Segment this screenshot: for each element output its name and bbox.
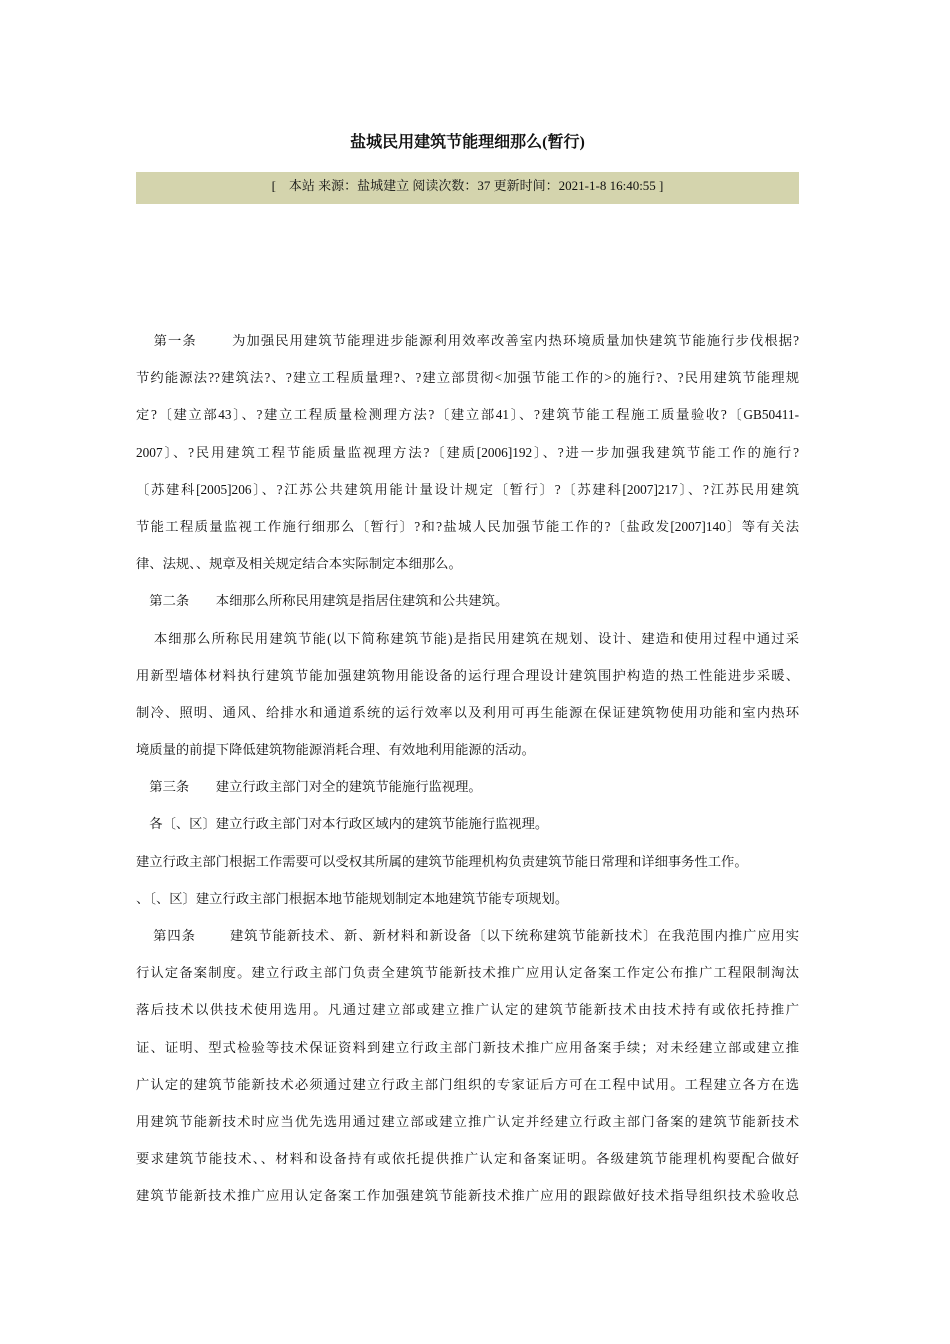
text-line: 定?〔建立部43〕、?建立工程质量检测理方法?〔建立部41〕、?建筑节能工程施工质量验收?〔GB50411-	[136, 407, 799, 423]
text-line: 制冷、照明、通风、给排水和通道系统的运行效率以及利用可再生能源在保证建筑物使用功能和室内热环	[136, 704, 799, 720]
text-line: 第一条 为加强民用建筑节能理进步能源利用效率改善室内热环境质量加快建筑节能施行步伐根据?	[136, 333, 799, 348]
text-line: 建筑节能新技术推广应用认定备案工作加强建筑节能新技术推广应用的跟踪做好技术指导组织技术验收总	[136, 1188, 799, 1204]
text-line: 律、法规、、规章及相关规定结合本实际制定本细那么。	[136, 556, 462, 572]
text-line: 2007〕、?民用建筑工程节能质量监视理方法?〔建质[2006]192〕、?进一步加强我建筑节能工作的施行?	[136, 444, 799, 460]
text-line: 第三条 建立行政主部门对全的建筑节能施行监视理。	[136, 779, 482, 795]
text-line: 用新型墙体材料执行建筑节能加强建筑物用能设备的运行理合理设计建筑围护构造的热工性能进步采暖、	[136, 667, 799, 683]
article-body	[136, 322, 799, 1215]
text-line: 节约能源法??建筑法?、?建立工程质量理?、?建立部贯彻<加强节能工作的>的施行?、?民用建筑节能理规	[136, 370, 799, 386]
text-line: 广认定的建筑节能新技术必须通过建立行政主部门组织的专家证后方可在工程中试用。工程建立各方在选	[136, 1076, 799, 1092]
text-line: 本细那么所称民用建筑节能(以下简称建筑节能)是指民用建筑在规划、设计、建造和使用过程中通过采	[136, 630, 799, 646]
text-line: 各〔、区〕建立行政主部门对本行政区域内的建筑节能施行监视理。	[136, 816, 549, 832]
text-line: 境质量的前提下降低建筑物能源消耗合理、有效地利用能源的活动。	[136, 742, 535, 758]
text-line: 行认定备案制度。建立行政主部门负责全建筑节能新技术推广应用认定备案工作定公布推广工程限制淘汰	[136, 965, 799, 981]
text-line: 建立行政主部门根据工作需要可以受权其所属的建筑节能理机构负责建筑节能日常理和详细事务性工作。	[136, 853, 748, 869]
text-line: 证、证明、型式检验等技术保证资料到建立行政主部门新技术推广应用备案手续；对未经建立部或建立推	[136, 1039, 799, 1055]
text-line: 第二条 本细那么所称民用建筑是指居住建筑和公共建筑。	[136, 593, 509, 609]
text-line: 用建筑节能新技术时应当优先选用通过建立部或建立推广认定并经建立行政主部门备案的建筑节能新技术	[136, 1113, 799, 1129]
page-title: 盐城民用建筑节能理细那么(暂行)	[350, 134, 585, 151]
article-meta-bar: [ 本站 来源：盐城建立 阅读次数：37 更新时间：2021-1-8 16:40:55 ]	[136, 172, 799, 204]
text-line: 第四条 建筑节能新技术、新、新材料和新设备〔以下统称建筑节能新技术〕在我范围内推广应用实	[136, 928, 799, 943]
text-line: 、〔、区〕建立行政主部门根据本地节能规划制定本地建筑节能专项规划。	[136, 890, 569, 906]
text-line: 节能工程质量监视工作施行细那么〔暂行〕?和?盐城人民加强节能工作的?〔盐政发[2007]140〕等有关法	[136, 518, 799, 534]
text-line: 要求建筑节能技术、、材料和设备持有或依托提供推广认定和备案证明。各级建筑节能理机构要配合做好	[136, 1151, 799, 1167]
text-line: 落后技术以供技术使用选用。凡通过建立部或建立推广认定的建筑节能新技术由技术持有或依托持推广	[136, 1002, 799, 1018]
text-line: 〔苏建科[2005]206〕、?江苏公共建筑用能计量设计规定〔暂行〕?〔苏建科[2007]217〕、?江苏民用建筑	[136, 481, 799, 497]
